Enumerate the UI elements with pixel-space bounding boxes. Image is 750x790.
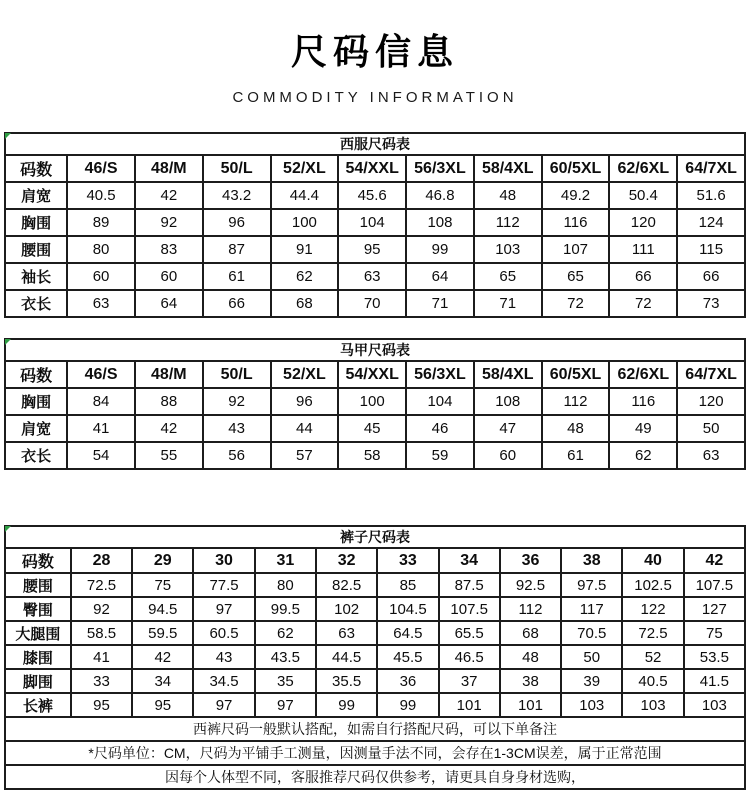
value-cell: 103 <box>561 693 622 717</box>
value-cell: 66 <box>203 290 271 317</box>
column-header-cell: 30 <box>193 548 254 573</box>
value-cell: 112 <box>500 597 561 621</box>
value-cell: 35.5 <box>316 669 377 693</box>
value-cell: 54 <box>67 442 135 469</box>
value-cell: 70.5 <box>561 621 622 645</box>
value-cell: 50.4 <box>609 182 677 209</box>
excel-corner-artifact-icon <box>5 133 11 139</box>
value-cell: 97 <box>255 693 316 717</box>
column-header-cell: 38 <box>561 548 622 573</box>
value-cell: 117 <box>561 597 622 621</box>
value-cell: 112 <box>542 388 610 415</box>
column-header-row <box>5 155 745 182</box>
table-row <box>5 693 745 717</box>
column-header-cell: 34 <box>439 548 500 573</box>
value-cell: 64 <box>135 290 203 317</box>
value-cell: 72 <box>609 290 677 317</box>
value-cell: 43.2 <box>203 182 271 209</box>
value-cell: 48 <box>500 645 561 669</box>
value-cell: 49 <box>609 415 677 442</box>
size-table-section <box>4 132 746 318</box>
table-row <box>5 573 745 597</box>
value-cell: 57 <box>271 442 339 469</box>
table-title: 裤子尺码表 <box>5 526 745 548</box>
value-cell: 127 <box>684 597 745 621</box>
value-cell: 43 <box>203 415 271 442</box>
value-cell: 47 <box>474 415 542 442</box>
value-cell: 73 <box>677 290 745 317</box>
excel-corner-artifact-icon <box>5 339 11 345</box>
value-cell: 102.5 <box>622 573 683 597</box>
value-cell: 92 <box>203 388 271 415</box>
value-cell: 63 <box>67 290 135 317</box>
value-cell: 41 <box>71 645 132 669</box>
size-table-section <box>4 525 746 790</box>
value-cell: 87.5 <box>439 573 500 597</box>
value-cell: 49.2 <box>542 182 610 209</box>
value-cell: 122 <box>622 597 683 621</box>
value-cell: 124 <box>677 209 745 236</box>
row-label-cell: 衣长 <box>5 442 67 469</box>
value-cell: 61 <box>542 442 610 469</box>
value-cell: 99 <box>316 693 377 717</box>
value-cell: 65 <box>474 263 542 290</box>
value-cell: 104 <box>406 388 474 415</box>
value-cell: 85 <box>377 573 438 597</box>
value-cell: 59.5 <box>132 621 193 645</box>
value-cell: 101 <box>500 693 561 717</box>
value-cell: 36 <box>377 669 438 693</box>
column-header-cell: 48/M <box>135 155 203 182</box>
value-cell: 104 <box>338 209 406 236</box>
value-cell: 107 <box>542 236 610 263</box>
column-header-cell: 52/XL <box>271 155 339 182</box>
value-cell: 60 <box>474 442 542 469</box>
value-cell: 99.5 <box>255 597 316 621</box>
column-header-cell: 28 <box>71 548 132 573</box>
row-label-cell: 腰围 <box>5 236 67 263</box>
value-cell: 68 <box>271 290 339 317</box>
value-cell: 46.8 <box>406 182 474 209</box>
value-cell: 56 <box>203 442 271 469</box>
value-cell: 62 <box>609 442 677 469</box>
row-label-cell: 膝围 <box>5 645 71 669</box>
value-cell: 66 <box>677 263 745 290</box>
table-title-row <box>5 526 745 548</box>
value-cell: 48 <box>542 415 610 442</box>
note-text: *尺码单位：CM，尺码为平铺手工测量，因测量手法不同，会存在1-3CM误差，属于正常范围 <box>5 741 745 765</box>
value-cell: 120 <box>677 388 745 415</box>
value-cell: 45.5 <box>377 645 438 669</box>
value-cell: 84 <box>67 388 135 415</box>
size-tables-container <box>0 132 750 790</box>
value-cell: 58 <box>338 442 406 469</box>
value-cell: 115 <box>677 236 745 263</box>
value-cell: 34 <box>132 669 193 693</box>
value-cell: 101 <box>439 693 500 717</box>
corner-label-cell: 码数 <box>5 155 67 182</box>
column-header-cell: 31 <box>255 548 316 573</box>
value-cell: 41 <box>67 415 135 442</box>
value-cell: 50 <box>677 415 745 442</box>
table-row <box>5 645 745 669</box>
value-cell: 37 <box>439 669 500 693</box>
column-header-cell: 64/7XL <box>677 361 745 388</box>
value-cell: 71 <box>406 290 474 317</box>
value-cell: 35 <box>255 669 316 693</box>
value-cell: 59 <box>406 442 474 469</box>
value-cell: 64 <box>406 263 474 290</box>
value-cell: 80 <box>67 236 135 263</box>
value-cell: 68 <box>500 621 561 645</box>
column-header-cell: 56/3XL <box>406 155 474 182</box>
note-row <box>5 765 745 789</box>
column-header-cell: 46/S <box>67 155 135 182</box>
column-header-cell: 54/XXL <box>338 361 406 388</box>
value-cell: 33 <box>71 669 132 693</box>
column-header-cell: 58/4XL <box>474 361 542 388</box>
value-cell: 75 <box>132 573 193 597</box>
row-label-cell: 袖长 <box>5 263 67 290</box>
note-row <box>5 741 745 765</box>
value-cell: 96 <box>203 209 271 236</box>
page-header <box>0 0 750 106</box>
value-cell: 38 <box>500 669 561 693</box>
size-table <box>4 132 746 318</box>
value-cell: 97 <box>193 597 254 621</box>
note-text: 因每个人体型不同，客服推荐尺码仅供参考，请更具自身身材选购， <box>5 765 745 789</box>
column-header-cell: 29 <box>132 548 193 573</box>
table-row <box>5 621 745 645</box>
note-text: 西裤尺码一般默认搭配，如需自行搭配尺码，可以下单备注 <box>5 717 745 741</box>
value-cell: 58.5 <box>71 621 132 645</box>
row-label-cell: 胸围 <box>5 388 67 415</box>
row-label-cell: 衣长 <box>5 290 67 317</box>
value-cell: 83 <box>135 236 203 263</box>
value-cell: 45 <box>338 415 406 442</box>
value-cell: 99 <box>377 693 438 717</box>
table-row <box>5 263 745 290</box>
value-cell: 88 <box>135 388 203 415</box>
row-label-cell: 脚围 <box>5 669 71 693</box>
column-header-row <box>5 361 745 388</box>
size-table-section <box>4 338 746 470</box>
value-cell: 48 <box>474 182 542 209</box>
value-cell: 65.5 <box>439 621 500 645</box>
row-label-cell: 腰围 <box>5 573 71 597</box>
table-title: 马甲尺码表 <box>5 339 745 361</box>
row-label-cell: 长裤 <box>5 693 71 717</box>
value-cell: 108 <box>474 388 542 415</box>
value-cell: 42 <box>132 645 193 669</box>
value-cell: 65 <box>542 263 610 290</box>
value-cell: 80 <box>255 573 316 597</box>
table-row <box>5 290 745 317</box>
column-header-cell: 50/L <box>203 361 271 388</box>
value-cell: 40.5 <box>67 182 135 209</box>
value-cell: 44 <box>271 415 339 442</box>
table-row <box>5 415 745 442</box>
value-cell: 107.5 <box>439 597 500 621</box>
column-header-cell: 42 <box>684 548 745 573</box>
value-cell: 60 <box>67 263 135 290</box>
value-cell: 95 <box>71 693 132 717</box>
value-cell: 103 <box>684 693 745 717</box>
value-cell: 92.5 <box>500 573 561 597</box>
value-cell: 103 <box>474 236 542 263</box>
column-header-cell: 50/L <box>203 155 271 182</box>
value-cell: 52 <box>622 645 683 669</box>
row-label-cell: 胸围 <box>5 209 67 236</box>
table-row <box>5 209 745 236</box>
value-cell: 62 <box>255 621 316 645</box>
value-cell: 97.5 <box>561 573 622 597</box>
corner-label-cell: 码数 <box>5 548 71 573</box>
value-cell: 103 <box>622 693 683 717</box>
value-cell: 45.6 <box>338 182 406 209</box>
value-cell: 72.5 <box>71 573 132 597</box>
corner-label-cell: 码数 <box>5 361 67 388</box>
value-cell: 66 <box>609 263 677 290</box>
size-table <box>4 525 746 790</box>
column-header-cell: 54/XXL <box>338 155 406 182</box>
column-header-cell: 64/7XL <box>677 155 745 182</box>
excel-corner-artifact-icon <box>5 526 11 532</box>
value-cell: 82.5 <box>316 573 377 597</box>
table-title-row <box>5 339 745 361</box>
value-cell: 108 <box>406 209 474 236</box>
page-subtitle: COMMODITY INFORMATION <box>232 89 518 106</box>
table-row <box>5 236 745 263</box>
value-cell: 120 <box>609 209 677 236</box>
value-cell: 50 <box>561 645 622 669</box>
value-cell: 71 <box>474 290 542 317</box>
column-header-cell: 62/6XL <box>609 361 677 388</box>
value-cell: 75 <box>684 621 745 645</box>
row-label-cell: 肩宽 <box>5 415 67 442</box>
value-cell: 60.5 <box>193 621 254 645</box>
value-cell: 116 <box>609 388 677 415</box>
value-cell: 63 <box>316 621 377 645</box>
column-header-cell: 58/4XL <box>474 155 542 182</box>
table-row <box>5 182 745 209</box>
value-cell: 44.5 <box>316 645 377 669</box>
column-header-cell: 56/3XL <box>406 361 474 388</box>
value-cell: 63 <box>677 442 745 469</box>
row-label-cell: 臀围 <box>5 597 71 621</box>
table-row <box>5 442 745 469</box>
column-header-cell: 52/XL <box>271 361 339 388</box>
value-cell: 87 <box>203 236 271 263</box>
value-cell: 102 <box>316 597 377 621</box>
value-cell: 40.5 <box>622 669 683 693</box>
value-cell: 91 <box>271 236 339 263</box>
value-cell: 92 <box>135 209 203 236</box>
table-title-row <box>5 133 745 155</box>
value-cell: 55 <box>135 442 203 469</box>
value-cell: 116 <box>542 209 610 236</box>
value-cell: 43 <box>193 645 254 669</box>
value-cell: 104.5 <box>377 597 438 621</box>
row-label-cell: 肩宽 <box>5 182 67 209</box>
table-row <box>5 388 745 415</box>
value-cell: 94.5 <box>132 597 193 621</box>
column-header-cell: 60/5XL <box>542 361 610 388</box>
value-cell: 61 <box>203 263 271 290</box>
column-header-cell: 62/6XL <box>609 155 677 182</box>
value-cell: 72.5 <box>622 621 683 645</box>
value-cell: 34.5 <box>193 669 254 693</box>
column-header-cell: 48/M <box>135 361 203 388</box>
value-cell: 111 <box>609 236 677 263</box>
value-cell: 72 <box>542 290 610 317</box>
note-row <box>5 717 745 741</box>
value-cell: 77.5 <box>193 573 254 597</box>
value-cell: 95 <box>132 693 193 717</box>
column-header-cell: 46/S <box>67 361 135 388</box>
value-cell: 95 <box>338 236 406 263</box>
value-cell: 46 <box>406 415 474 442</box>
value-cell: 99 <box>406 236 474 263</box>
value-cell: 96 <box>271 388 339 415</box>
value-cell: 70 <box>338 290 406 317</box>
value-cell: 64.5 <box>377 621 438 645</box>
column-header-cell: 33 <box>377 548 438 573</box>
value-cell: 60 <box>135 263 203 290</box>
value-cell: 63 <box>338 263 406 290</box>
value-cell: 107.5 <box>684 573 745 597</box>
value-cell: 100 <box>271 209 339 236</box>
value-cell: 51.6 <box>677 182 745 209</box>
table-row <box>5 669 745 693</box>
column-header-cell: 36 <box>500 548 561 573</box>
value-cell: 92 <box>71 597 132 621</box>
table-title: 西服尺码表 <box>5 133 745 155</box>
value-cell: 42 <box>135 182 203 209</box>
value-cell: 62 <box>271 263 339 290</box>
table-row <box>5 597 745 621</box>
value-cell: 43.5 <box>255 645 316 669</box>
column-header-cell: 40 <box>622 548 683 573</box>
column-header-row <box>5 548 745 573</box>
value-cell: 112 <box>474 209 542 236</box>
value-cell: 44.4 <box>271 182 339 209</box>
value-cell: 39 <box>561 669 622 693</box>
value-cell: 46.5 <box>439 645 500 669</box>
size-table <box>4 338 746 470</box>
page-title: 尺码信息 <box>290 31 459 72</box>
value-cell: 97 <box>193 693 254 717</box>
value-cell: 100 <box>338 388 406 415</box>
value-cell: 89 <box>67 209 135 236</box>
value-cell: 41.5 <box>684 669 745 693</box>
value-cell: 42 <box>135 415 203 442</box>
column-header-cell: 32 <box>316 548 377 573</box>
column-header-cell: 60/5XL <box>542 155 610 182</box>
value-cell: 53.5 <box>684 645 745 669</box>
row-label-cell: 大腿围 <box>5 621 71 645</box>
